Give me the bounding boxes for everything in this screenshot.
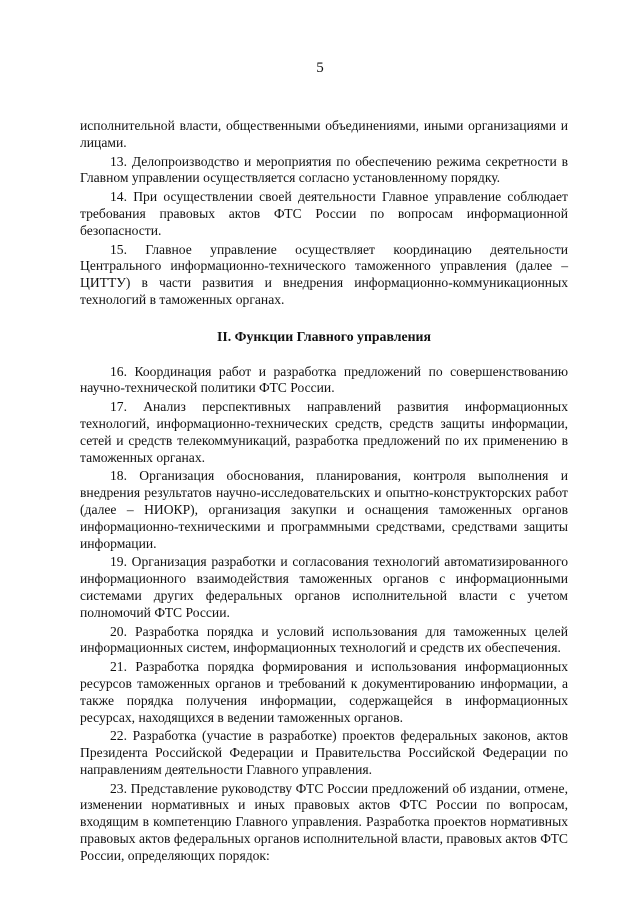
section-heading: II. Функции Главного управления: [217, 328, 431, 344]
paragraph-17: 17. Анализ перспективных направлений развития информационных технологий, информационно-технических средств, средств защиты информации, сетей и средств телекоммуникаций, разработка предложений по их применению в таможенных органах.: [80, 399, 568, 465]
paragraph-16: 16. Координация работ и разработка предложений по совершенствованию научно-технической политики ФТС России.: [80, 363, 568, 396]
paragraph-21: 21. Разработка порядка формирования и использования информационных ресурсов таможенных органов и требований к документированию информации, а также порядка получения информации, содержащейся в информационных ресурсах, находящихся в ведении таможенных органов.: [80, 659, 568, 725]
paragraph-20: 20. Разработка порядка и условий использования для таможенных целей информационных систем, информационных технологий и средств их обеспечения.: [80, 623, 568, 656]
paragraph-22: 22. Разработка (участие в разработке) проектов федеральных законов, актов Президента Российской Федерации и Правительства Российской Федерации по направлениям деятельности Главного управления.: [80, 728, 568, 777]
paragraph-18: 18. Организация обоснования, планирования, контроля выполнения и внедрения результатов научно-исследовательских и опытно-конструкторских работ (далее – НИОКР), организация закупки и оснащения таможенных органов информационно-техническими и программными средствами, средствами защиты информации.: [80, 468, 568, 551]
paragraph-15: 15. Главное управление осуществляет координацию деятельности Центрального информационно-технического таможенного управления (далее – ЦИТТУ) в части развития и внедрения информационно-коммуникационных технологий в таможенных органах.: [80, 241, 568, 307]
paragraph-23: 23. Представление руководству ФТС России предложений об издании, отмене, изменении нормативных и иных правовых актов ФТС России по вопросам, входящим в компетенцию Главного управления. Разработка проектов нормативных правовых актов федеральных органов исполнительной власти, правовых актов ФТС России, определяющих порядок:: [80, 780, 568, 863]
page-number: 5: [316, 60, 324, 76]
paragraph-continuation: исполнительной власти, общественными объединениями, иными организациями и лицами.: [80, 118, 568, 150]
paragraph-14: 14. При осуществлении своей деятельности Главное управление соблюдает требования правовых актов ФТС России по вопросам информационной безопасности.: [80, 189, 568, 238]
paragraph-19: 19. Организация разработки и согласования технологий автоматизированного информационного взаимодействия таможенных органов с информационными системами других федеральных органов исполнительной власти с учетом полномочий ФТС России.: [80, 554, 568, 620]
paragraph-13: 13. Делопроизводство и мероприятия по обеспечению режима секретности в Главном управлении осуществляется согласно установленному порядку.: [80, 153, 568, 186]
document-body: [80, 118, 568, 867]
